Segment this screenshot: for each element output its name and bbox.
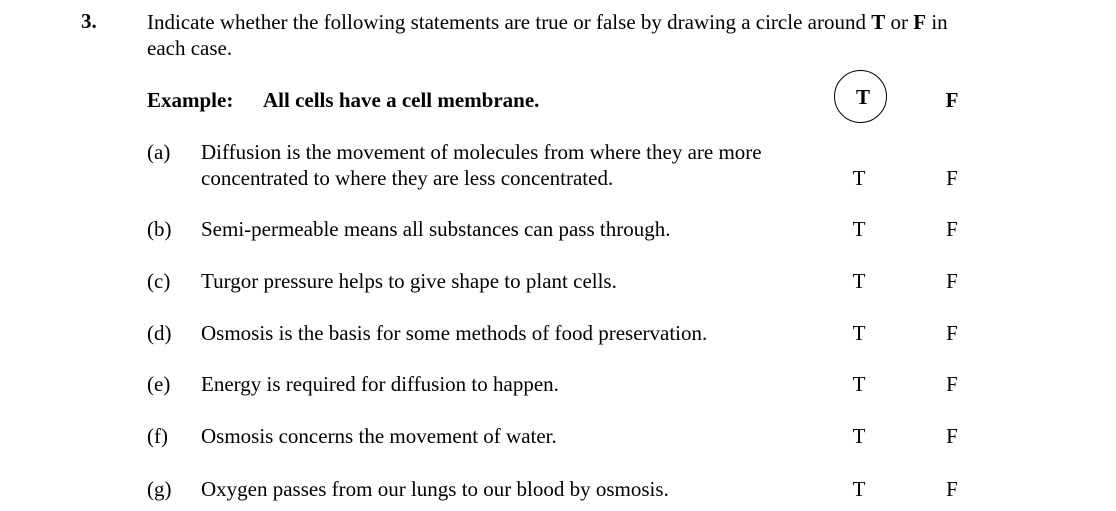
instruction-text-a: Indicate whether the following statements are true or false by drawing a circle around: [147, 10, 872, 34]
item-e-true-option[interactable]: T: [852, 372, 866, 396]
item-a-statement-line2: concentrated to where they are less concentrated.: [201, 166, 614, 190]
item-d-true-option[interactable]: T: [852, 321, 866, 345]
item-a-statement-line1: Diffusion is the movement of molecules from where they are more: [201, 140, 762, 164]
instruction-line-2: each case.: [147, 36, 233, 60]
instruction-t: T: [871, 10, 886, 34]
item-a-true-option[interactable]: T: [852, 166, 866, 190]
item-f-true-option[interactable]: T: [852, 424, 866, 448]
question-number: 3.: [81, 9, 97, 33]
item-b-letter: (b): [147, 217, 172, 241]
item-e-false-option[interactable]: F: [946, 372, 958, 396]
example-label: Example:: [147, 88, 234, 112]
item-a-false-option[interactable]: F: [946, 166, 958, 190]
item-d-statement: Osmosis is the basis for some methods of food preservation.: [201, 321, 708, 345]
instruction-text-b: in: [926, 10, 948, 34]
item-b-false-option[interactable]: F: [946, 217, 958, 241]
example-false-option[interactable]: F: [945, 88, 959, 112]
item-g-false-option[interactable]: F: [946, 477, 958, 501]
example-statement: All cells have a cell membrane.: [263, 88, 540, 112]
item-a-letter: (a): [147, 140, 171, 164]
item-d-false-option[interactable]: F: [946, 321, 958, 345]
instruction-line-1: [147, 9, 948, 35]
item-c-false-option[interactable]: F: [946, 269, 958, 293]
item-b-statement: Semi-permeable means all substances can pass through.: [201, 217, 671, 241]
item-g-statement: Oxygen passes from our lungs to our blood by osmosis.: [201, 477, 669, 501]
item-e-letter: (e): [147, 372, 171, 396]
item-f-letter: (f): [147, 424, 168, 448]
example-true-option[interactable]: T: [855, 85, 870, 109]
instruction-f: F: [913, 10, 927, 34]
item-b-true-option[interactable]: T: [852, 217, 866, 241]
item-c-letter: (c): [147, 269, 171, 293]
item-c-statement: Turgor pressure helps to give shape to plant cells.: [201, 269, 617, 293]
item-g-letter: (g): [147, 477, 172, 501]
instruction-or: or: [885, 10, 914, 34]
item-f-statement: Osmosis concerns the movement of water.: [201, 424, 557, 448]
item-f-false-option[interactable]: F: [946, 424, 958, 448]
item-e-statement: Energy is required for diffusion to happen.: [201, 372, 559, 396]
item-d-letter: (d): [147, 321, 172, 345]
item-g-true-option[interactable]: T: [852, 477, 866, 501]
item-c-true-option[interactable]: T: [852, 269, 866, 293]
